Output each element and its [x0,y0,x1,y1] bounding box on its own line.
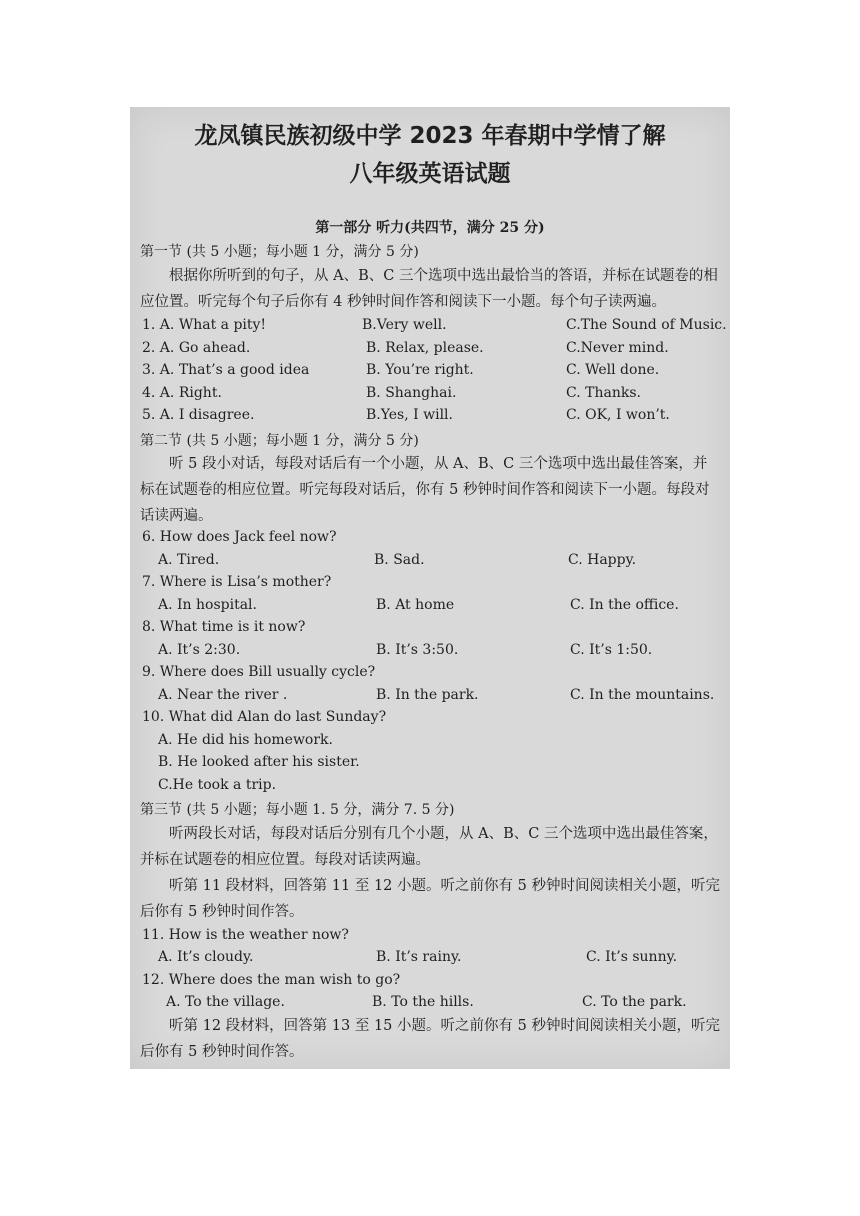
q9-option-a: A. Near the river . [158,687,288,703]
exam-subtitle: 八年级英语试题 [349,161,511,187]
section3-instructions: 听两段长对话，每段对话后分别有几个小题，从 A、B、C 三个选项中选出最佳答案，并标在试题卷的相应位置。每段对话读两遍。 [140,826,718,868]
q12-question: 12. Where does the man wish to go? [142,972,401,988]
q3-option-b: B. You’re right. [366,362,474,378]
q4-option-b: B. Shanghai. [366,385,457,401]
q2-option-c: C.Never mind. [566,340,669,356]
q5-option-c: C. OK, I won’t. [566,407,670,423]
q11-question: 11. How is the weather now? [142,927,349,943]
q2-option-b: B. Relax, please. [366,340,484,356]
q9-option-b: B. In the park. [376,687,479,703]
q1-option-a: 1. A. What a pity! [142,317,267,333]
q6-option-c: C. Happy. [568,552,637,568]
section2-instructions: 听 5 段小对话，每段对话后有一个小题，从 A、B、C 三个选项中选出最佳答案，并标在试题卷的相应位置。听完每段对话后，你有 5 秒钟时间作答和阅读下一小题。每段对话读两遍。 [140,456,710,524]
q11-option-a: A. It’s cloudy. [158,949,254,965]
q7-question: 7. Where is Lisa’s mother? [142,574,332,590]
q12-option-a: A. To the village. [166,994,285,1010]
q1-option-b: B.Very well. [362,317,447,333]
q9-option-c: C. In the mountains. [570,687,715,703]
q7-option-b: B. At home [376,597,455,613]
exam-title: 龙凤镇民族初级中学 2023 年春期中学情了解 [194,123,666,149]
part1-header: 第一部分 听力(共四节，满分 25 分) [315,220,545,236]
section2-header: 第二节 (共 5 小题；每小题 1 分，满分 5 分) [140,433,419,449]
q5-option-a: 5. A. I disagree. [142,407,255,423]
q6-question: 6. How does Jack feel now? [142,529,337,545]
q1-option-c: C.The Sound of Music. [566,317,727,333]
q3-option-c: C. Well done. [566,362,660,378]
section3-header: 第三节 (共 5 小题；每小题 1. 5 分，满分 7. 5 分) [140,802,455,818]
q6-option-b: B. Sad. [374,552,425,568]
q4-option-c: C. Thanks. [566,385,641,401]
section1-header: 第一节 (共 5 小题；每小题 1 分，满分 5 分) [140,244,419,260]
q2-option-a: 2. A. Go ahead. [142,340,251,356]
q3-option-a: 3. A. That’s a good idea [142,362,310,378]
q5-option-b: B.Yes, I will. [366,407,453,423]
q10-option-a: A. He did his homework. [158,732,333,748]
q10-option-b: B. He looked after his sister. [158,754,360,770]
material-12-instructions: 听第 12 段材料，回答第 13 至 15 小题。听之前你有 5 秒钟时间阅读相关小题，听完后你有 5 秒钟时间作答。 [140,1018,720,1060]
q11-option-c: C. It’s sunny. [586,949,678,965]
q11-option-b: B. It’s rainy. [376,949,462,965]
exam-paper [130,107,730,1069]
q8-option-a: A. It’s 2:30. [158,642,241,658]
q12-option-c: C. To the park. [582,994,687,1010]
q8-option-b: B. It’s 3:50. [376,642,459,658]
q10-question: 10. What did Alan do last Sunday? [142,709,387,725]
material-11-instructions: 听第 11 段材料，回答第 11 至 12 小题。听之前你有 5 秒钟时间阅读相关小题，听完后你有 5 秒钟时间作答。 [140,878,720,920]
section1-instructions: 根据你所听到的句子，从 A、B、C 三个选项中选出最恰当的答语，并标在试题卷的相应位置。听完每个句子后你有 4 秒钟时间作答和阅读下一小题。每个句子读两遍。 [140,268,718,310]
q7-option-c: C. In the office. [570,597,679,613]
q8-option-c: C. It’s 1:50. [570,642,653,658]
q6-option-a: A. Tired. [158,552,220,568]
q8-question: 8. What time is it now? [142,619,306,635]
q9-question: 9. Where does Bill usually cycle? [142,664,376,680]
q10-option-c: C.He took a trip. [158,777,277,793]
q4-option-a: 4. A. Right. [142,385,222,401]
q12-option-b: B. To the hills. [372,994,474,1010]
q7-option-a: A. In hospital. [158,597,257,613]
